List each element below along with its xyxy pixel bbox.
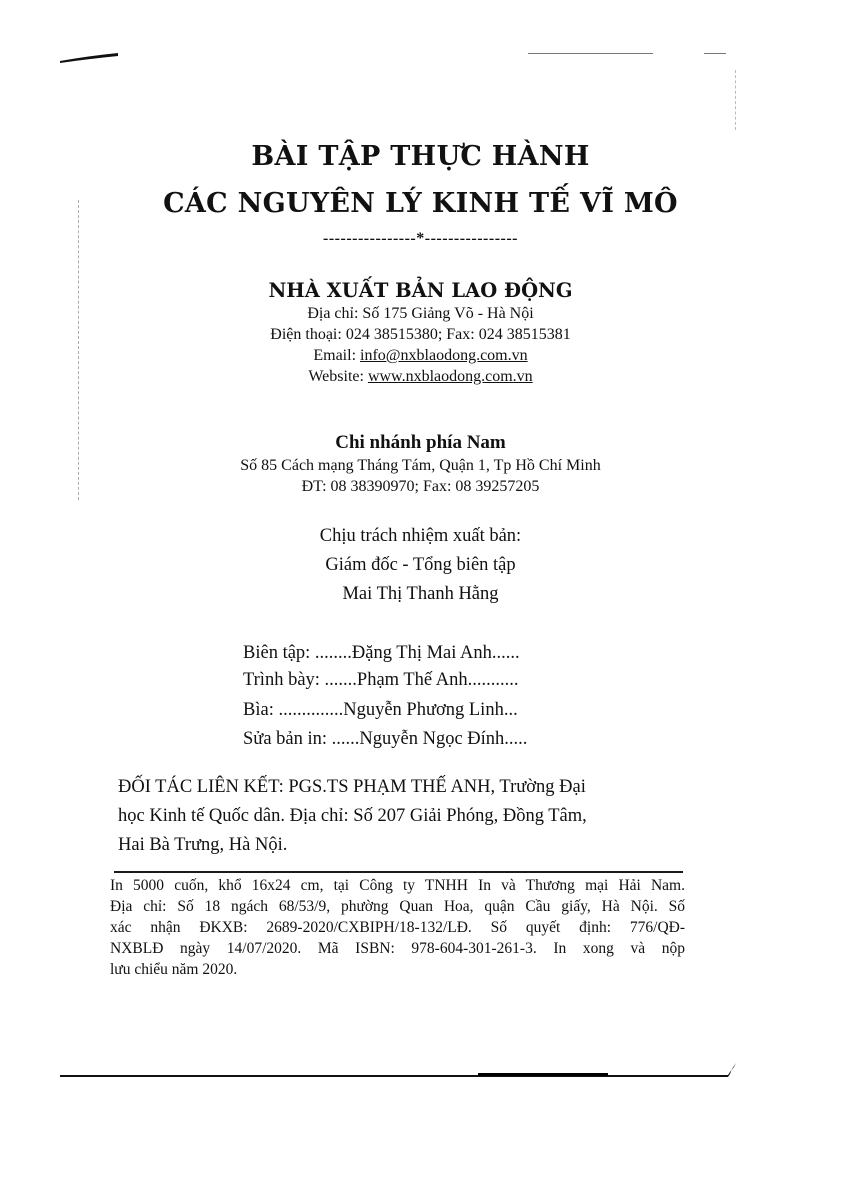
print-info-line-2: Địa chỉ: Số 18 ngách 68/53/9, phường Quan Hoa, quận Cầu giấy, Hà Nội. Số [110, 898, 685, 915]
publisher-website [0, 368, 841, 386]
partner-line-2: học Kinh tế Quốc dân. Địa chỉ: Số 207 Giải Phóng, Đồng Tâm, [118, 806, 587, 826]
responsibility-role: Giám đốc - Tổng biên tập [325, 555, 516, 575]
scan-artifact-right-edge [735, 70, 737, 130]
book-title-line-2: CÁC NGUYÊN LÝ KINH TẾ VĨ MÔ [163, 188, 678, 219]
publisher-phone: Điện thoại: 024 38515380; Fax: 024 38515381 [270, 326, 571, 343]
email-label: Email: [313, 347, 361, 364]
print-info-line-5: lưu chiểu năm 2020. [110, 961, 238, 978]
title-separator: ----------------*---------------- [323, 230, 518, 247]
book-title-line-1: BÀI TẬP THỰC HÀNH [251, 141, 590, 172]
publisher-name: NHÀ XUẤT BẢN LAO ĐỘNG [268, 279, 573, 302]
print-info-line-4: NXBLĐ ngày 14/07/2020. Mã ISBN: 978-604-301-261-3. In xong và nộp [110, 940, 685, 957]
print-info-divider [114, 871, 683, 873]
print-info-line-3: xác nhận ĐKXB: 2689-2020/CXBIPH/18-132/LĐ. Số quyết định: 776/QĐ- [110, 919, 685, 936]
responsibility-label: Chịu trách nhiệm xuất bản: [319, 526, 522, 546]
responsibility-name: Mai Thị Thanh Hằng [342, 584, 499, 604]
branch-title: Chi nhánh phía Nam [335, 432, 506, 453]
credit-cover: Bìa: ..............Nguyễn Phương Linh... [243, 700, 518, 720]
website-label: Website: [308, 368, 368, 385]
scan-artifact-top-left [58, 48, 128, 68]
partner-line-1: ĐỐI TÁC LIÊN KẾT: PGS.TS PHẠM THẾ ANH, Trường Đại [118, 777, 586, 797]
scan-artifact-top-line [528, 53, 653, 54]
email-link[interactable]: info@nxblaodong.com.vn [360, 347, 528, 364]
scan-artifact-bottom-line [58, 1055, 748, 1080]
website-link[interactable]: www.nxblaodong.com.vn [367, 368, 533, 385]
branch-address: Số 85 Cách mạng Tháng Tám, Quận 1, Tp Hồ Chí Minh [240, 457, 601, 474]
print-info-line-1: In 5000 cuốn, khổ 16x24 cm, tại Công ty TNHH In và Thương mại Hải Nam. [110, 877, 685, 894]
credit-layout: Trình bày: .......Phạm Thế Anh........... [243, 670, 519, 690]
credit-proofreading: Sửa bản in: ......Nguyễn Ngọc Đính..... [243, 729, 528, 749]
credit-editor: Biên tập: ........Đặng Thị Mai Anh...... [243, 643, 520, 663]
scan-artifact-top-right-line [704, 53, 726, 54]
branch-phone: ĐT: 08 38390970; Fax: 08 39257205 [301, 478, 540, 495]
publisher-email [0, 347, 841, 365]
publisher-address: Địa chỉ: Số 175 Giảng Võ - Hà Nội [307, 305, 534, 322]
partner-line-3: Hai Bà Trưng, Hà Nội. [118, 835, 288, 855]
